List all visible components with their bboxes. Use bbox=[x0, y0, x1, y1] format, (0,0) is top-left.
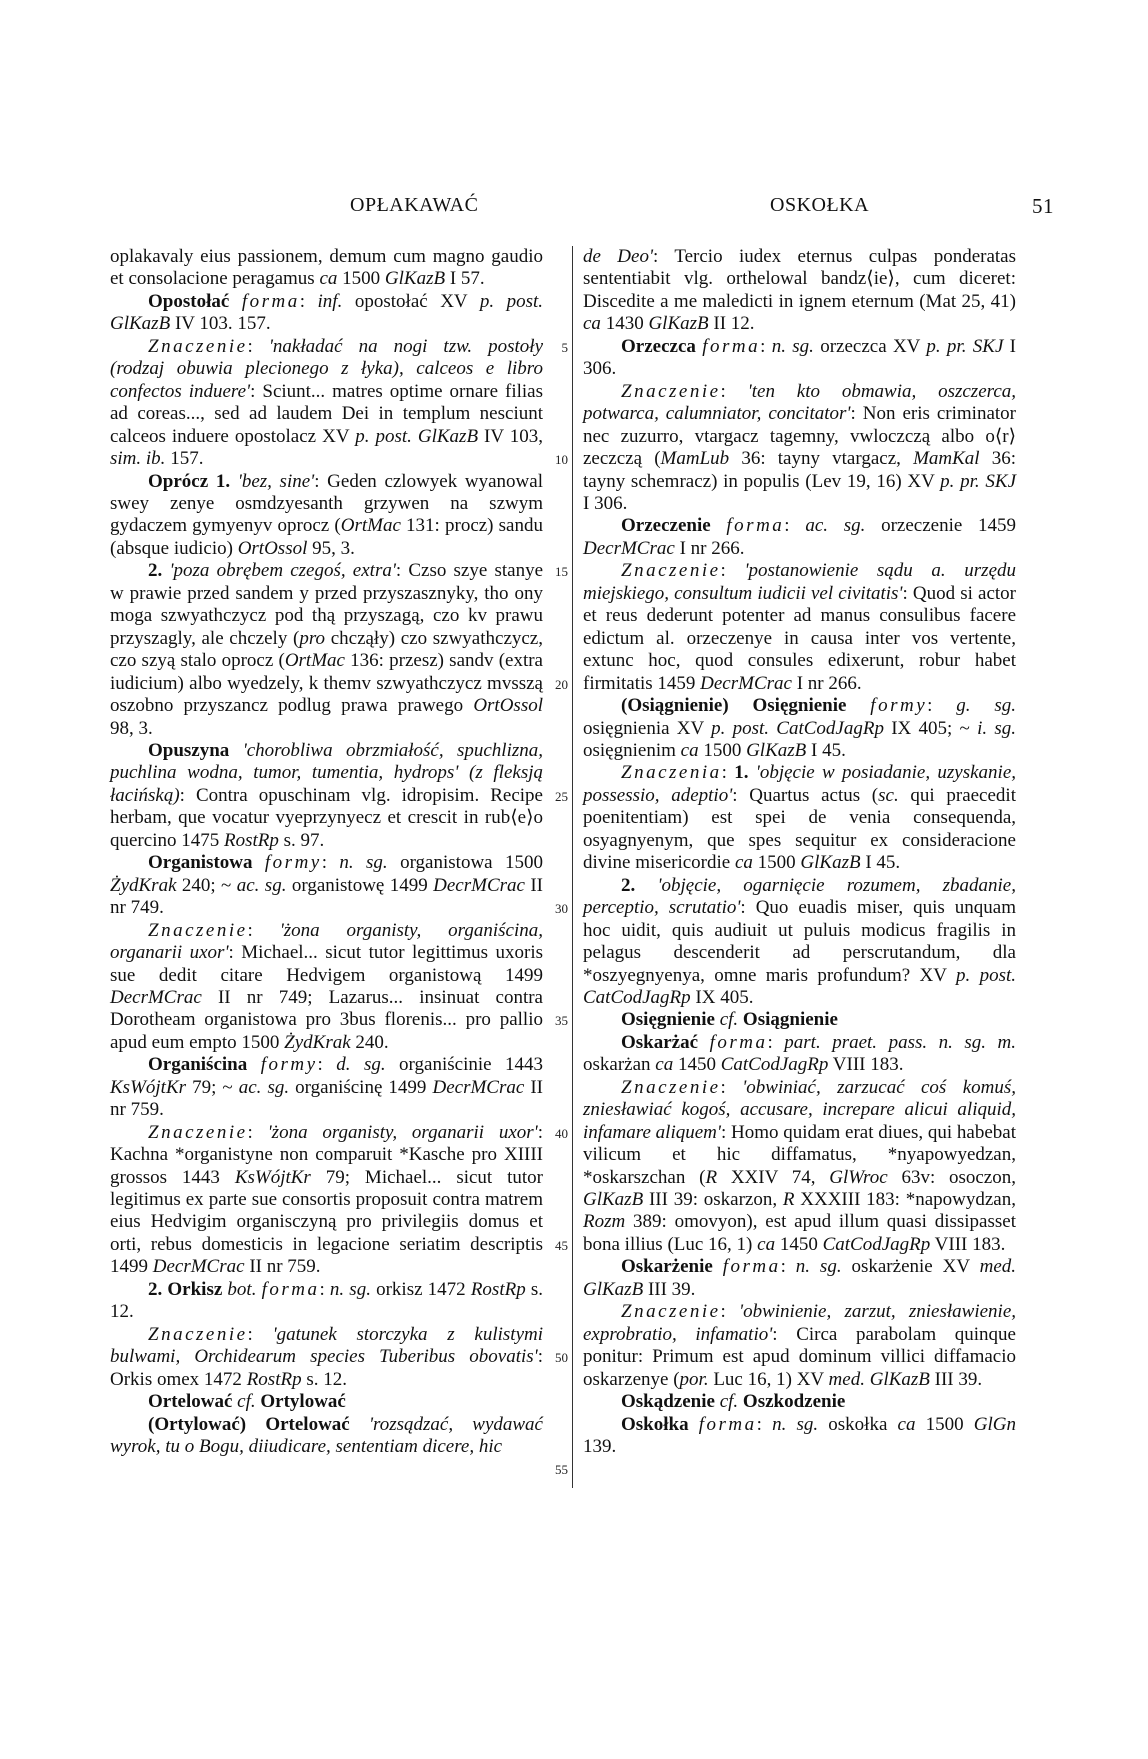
entry-text: : bbox=[299, 290, 318, 312]
entry-text: ca bbox=[757, 1233, 776, 1255]
entry-text: III 39. bbox=[929, 1368, 983, 1390]
entry-text: 1500 bbox=[915, 1413, 974, 1435]
entry-text: II nr 759. bbox=[244, 1256, 321, 1278]
entry-text: IX 405. bbox=[690, 986, 754, 1008]
entry-text: 1430 bbox=[600, 313, 649, 335]
entry-text: OrtMac bbox=[284, 650, 345, 672]
page-number: 51 bbox=[1032, 194, 1054, 218]
entry-text: organiścinę 1499 bbox=[289, 1076, 433, 1098]
section-label: forma bbox=[261, 1278, 320, 1300]
entry-text: OrtMac bbox=[340, 515, 401, 537]
entry-text: p. post. bbox=[479, 290, 544, 312]
dictionary-entry-paragraph bbox=[583, 1414, 1016, 1459]
entry-text: : Quod si actor et reus dederunt potenter ad manus consulibus facere edictum al. orzeczenye in causa inter vos vertente, extunc hoc, quod consules edixerunt, robur habet firmitatis 1459 bbox=[583, 582, 1016, 694]
entry-text bbox=[846, 695, 870, 716]
section-label: formy bbox=[264, 852, 322, 874]
entry-text: CatCodJagRp bbox=[583, 986, 691, 1008]
entry-text: DecrMCrac bbox=[110, 986, 202, 1008]
entry-text: organistowa 1500 bbox=[387, 852, 543, 874]
line-number: 30 bbox=[555, 901, 568, 917]
line-number: 55 bbox=[555, 1462, 568, 1478]
entry-text: : bbox=[321, 852, 340, 874]
entry-text: 36: tayny vtargacz, bbox=[729, 448, 914, 470]
entry-text: osięgnienim bbox=[583, 739, 681, 761]
entry-text bbox=[713, 1256, 723, 1277]
entry-text: ŻydKrak bbox=[110, 874, 177, 896]
headword: Osięgnienie bbox=[621, 1009, 715, 1031]
section-label: Znaczenia bbox=[621, 762, 722, 784]
entry-text: I nr 266. bbox=[791, 672, 862, 694]
entry-text: GlKazB bbox=[583, 1278, 644, 1300]
entry-text: ac. sg. bbox=[236, 874, 287, 896]
entry-text: RostRp bbox=[470, 1278, 526, 1300]
entry-text: s. 12. bbox=[110, 1278, 544, 1323]
entry-text: s. 12. bbox=[301, 1368, 347, 1390]
entry-text: organiścinie 1443 bbox=[385, 1054, 544, 1076]
entry-text: 131: procz) sandu (absque iudicio) bbox=[110, 515, 543, 559]
headword: Organiścina bbox=[148, 1054, 248, 1076]
entry-text: III 39. bbox=[643, 1278, 696, 1300]
headword: Oskołka bbox=[621, 1413, 689, 1435]
dictionary-entry-paragraph bbox=[583, 381, 1016, 516]
entry-text: : Circa parabolam quinque ponitur: Primum est apud dominum villici diffamacio oskarzenye ( bbox=[583, 1323, 1016, 1390]
entry-text: ac. sg. bbox=[805, 515, 866, 537]
entry-text: : bbox=[780, 1256, 796, 1278]
entry-text: GlKazB bbox=[869, 1368, 930, 1390]
entry-text: p. pr. bbox=[940, 470, 980, 492]
line-number: 25 bbox=[555, 788, 568, 804]
dictionary-entry-paragraph bbox=[110, 1122, 543, 1279]
entry-text: IV 103, bbox=[478, 425, 543, 447]
entry-text: 'objęcie w posiadanie, uzyskanie, possessio, adeptio' bbox=[583, 762, 1017, 806]
dictionary-entry-paragraph bbox=[583, 1256, 1016, 1301]
entry-text: : Non eris criminator nec zuzurro, vtargacz tagemny, vwloczczą albo o⟨r⟩zeczczą ( bbox=[583, 403, 1016, 470]
entry-text: I nr 266. bbox=[674, 537, 745, 559]
entry-text: p. pr. bbox=[926, 335, 967, 357]
dictionary-entry-paragraph bbox=[110, 1414, 543, 1459]
entry-text: p. post. bbox=[711, 717, 770, 739]
entry-text: part. praet. pass. n. sg. m. bbox=[784, 1031, 1017, 1053]
entry-text: : bbox=[721, 762, 735, 784]
dictionary-entry-paragraph bbox=[110, 1391, 543, 1413]
headword: 1. bbox=[215, 470, 231, 492]
entry-text: : Kachna *organistyne non comparuit *Kasche pro XIIII grossos 1443 bbox=[110, 1121, 543, 1188]
entry-text: : bbox=[247, 335, 269, 357]
headword: (Ortylować) Ortelować bbox=[148, 1413, 350, 1435]
entry-text bbox=[229, 740, 242, 761]
entry-text bbox=[350, 1414, 369, 1435]
entry-text: : bbox=[720, 380, 748, 402]
entry-text: cf. bbox=[719, 1009, 739, 1031]
entry-text: : Orkis omex 1472 bbox=[110, 1346, 543, 1390]
entry-text: I 57. bbox=[445, 268, 485, 290]
entry-text: OrtOssol bbox=[473, 695, 543, 717]
entry-text: pro bbox=[299, 627, 326, 649]
entry-text: : Quo euadis miser, quis unquam hoc uidit, quis audiuit ut puluis modicus fragilis in pelagus descenderit ad perscrutandum, dla *oszyegnyenya, omne maris profundum? XV bbox=[583, 897, 1017, 986]
entry-text: de Deo' bbox=[583, 246, 654, 267]
entry-text: DecrMCrac bbox=[583, 537, 675, 559]
entry-text: : Contra opuschinam vlg. idropisim. Recipe herbam, que vocatur vyeprzynyecz et crescit in rub⟨e⟩o quercino 1475 bbox=[110, 784, 543, 851]
dictionary-entry-paragraph bbox=[583, 875, 1016, 1010]
entry-text: I 45. bbox=[806, 739, 846, 761]
entry-text: GlWroc bbox=[829, 1166, 888, 1188]
entry-text: III 39: oskarzon, bbox=[643, 1189, 783, 1211]
entry-text: : Sciunt... matres optime ornare filias ad coreas..., sed ad laudem Dei in templum nesciunt calceos induere opostolacz XV bbox=[110, 380, 543, 447]
entry-text: cf. bbox=[237, 1391, 256, 1413]
line-number: 40 bbox=[555, 1125, 568, 1141]
entry-text: 63v: osoczon, bbox=[887, 1166, 1016, 1188]
entry-text: 36: tayny schemracz) in populis (Lev 19, 16) XV bbox=[583, 448, 1017, 492]
headword: Oprócz bbox=[148, 470, 209, 492]
entry-text: R bbox=[782, 1189, 795, 1211]
entry-text: RostRp bbox=[246, 1368, 302, 1390]
entry-text: 'żona organisty, organiścina, organarii uxor' bbox=[110, 919, 543, 964]
entry-text: : Michael... sicut tutor legittimus uxoris sue dedit citare Hedvigem organistową 1499 bbox=[110, 942, 543, 986]
entry-text: CatCodJagRp bbox=[776, 717, 884, 739]
entry-text: s. 97. bbox=[278, 829, 325, 851]
dictionary-entry-paragraph bbox=[583, 336, 1016, 381]
entry-text: II nr 759. bbox=[110, 1076, 543, 1121]
left-column bbox=[110, 246, 543, 1458]
headword: Opuszyna bbox=[148, 739, 230, 761]
entry-text: osięgnienia XV bbox=[583, 717, 712, 739]
dictionary-entry-paragraph bbox=[583, 1301, 1016, 1391]
headword: Oskarżenie bbox=[621, 1256, 713, 1278]
entry-text: orkisz 1472 bbox=[370, 1278, 471, 1300]
dictionary-entry-paragraph bbox=[583, 560, 1016, 695]
entry-text: XXIV 74, bbox=[717, 1166, 830, 1188]
entry-text: II 12. bbox=[708, 313, 755, 335]
entry-text: 240; ~ bbox=[176, 874, 237, 896]
entry-text: p. post. bbox=[955, 964, 1016, 986]
entry-text: cf. bbox=[719, 1391, 739, 1413]
entry-text: qui praecedit poenitentiam) est spei de venia consequenda, osyagnyenym, que spes sequitur ex consideracione divine misericordie bbox=[583, 784, 1016, 874]
dictionary-entry-paragraph bbox=[583, 1009, 1016, 1031]
headword: Orzeczenie bbox=[621, 515, 711, 537]
entry-text: GlKazB bbox=[110, 313, 171, 335]
entry-text: IX 405; ~ bbox=[883, 717, 978, 739]
entry-text bbox=[247, 1054, 260, 1075]
entry-text: opostołać XV bbox=[342, 290, 480, 312]
entry-text: 'objęcie, ogarnięcie rozumem, zbadanie, perceptio, scrutatio' bbox=[583, 874, 1016, 919]
entry-text: DecrMCrac bbox=[433, 874, 525, 896]
entry-text: 'chorobliwa obrzmiałość, spuchlizna, puchlina wodna, tumor, tumentia, hydrops' (z fleksją łacińską) bbox=[110, 739, 544, 806]
entry-text: CatCodJagRp bbox=[822, 1233, 931, 1255]
entry-text: : bbox=[927, 695, 957, 717]
section-label: Znaczenie bbox=[148, 919, 248, 941]
dictionary-entry-paragraph bbox=[583, 1032, 1016, 1077]
entry-text: GlKazB bbox=[417, 425, 479, 447]
entry-text: Luc 16, 1) XV bbox=[708, 1368, 829, 1390]
dictionary-entry-paragraph bbox=[583, 695, 1016, 762]
section-label: forma bbox=[702, 335, 761, 357]
entry-text: : Tercio iudex eternus culpas ponderatas sententiabit vlg. orthelowal bandz⟨ie⟩, cum diceret: Discedite a me maledicti in ignem eternum (Mat 25, 41) bbox=[583, 246, 1016, 312]
entry-text: VIII 183. bbox=[930, 1233, 1006, 1255]
dictionary-entry-paragraph bbox=[110, 920, 543, 1055]
entry-text: GlKazB bbox=[746, 739, 807, 761]
entry-text: 'nakładać na nogi tzw. postoły (rodzaj obuwia plecionego z łyka), calceos e libro confectos induere' bbox=[110, 335, 544, 402]
entry-text: DecrMCrac bbox=[700, 672, 792, 694]
entry-text: KsWójtKr bbox=[110, 1076, 187, 1098]
entry-text: 240. bbox=[350, 1031, 389, 1053]
headword: Organistowa bbox=[148, 852, 253, 874]
entry-text: : bbox=[720, 560, 745, 582]
entry-text: 79; Michael... sicut tutor legitimus ex parte sue consortis proposuit contra matrem eius Hedvigim organisczyną pro privilegiis domus et orti, rebus domesticis in legacione seriatim descriptis 1499 bbox=[110, 1166, 543, 1278]
running-head-left: OPŁAKAWAĆ bbox=[350, 194, 479, 216]
dictionary-entry-paragraph bbox=[110, 1279, 543, 1324]
entry-text: 136: przesz) sandv (extra iudicium) albo wyedzely, k themv szwyathczycz mvsszą oszobno przyszancz podlug prawa prawego bbox=[110, 650, 543, 717]
headword: Oskądzenie bbox=[621, 1391, 715, 1413]
entry-text: XXXIII 183: *napowydzan, bbox=[794, 1189, 1016, 1211]
entry-text: DecrMCrac bbox=[152, 1256, 245, 1278]
line-number: 15 bbox=[555, 564, 568, 580]
entry-text bbox=[253, 852, 265, 873]
entry-text: orzeczenie 1459 bbox=[865, 515, 1017, 537]
entry-text bbox=[208, 471, 216, 492]
entry-text bbox=[748, 762, 755, 783]
entry-text: por. bbox=[679, 1368, 709, 1390]
headword: 1. bbox=[734, 762, 749, 784]
entry-text: p. post. bbox=[355, 425, 412, 447]
entry-text: 98, 3. bbox=[110, 717, 153, 739]
entry-text: 1500 bbox=[752, 852, 801, 874]
section-label: forma bbox=[726, 515, 785, 537]
dictionary-entry-paragraph bbox=[583, 515, 1016, 560]
line-number: 35 bbox=[555, 1013, 568, 1029]
entry-text: 'rozsądzać, wydawać wyrok, tu o Bogu, diiudicare, sententiam dicere, hic bbox=[110, 1413, 543, 1458]
entry-text: : bbox=[247, 1323, 273, 1345]
entry-text: n. sg. bbox=[771, 335, 814, 357]
entry-text: n. sg. bbox=[329, 1278, 371, 1300]
entry-text: ca bbox=[734, 852, 753, 874]
entry-text: 'bez, sine' bbox=[237, 470, 315, 492]
entry-text: MamKal bbox=[913, 448, 980, 470]
entry-text: GlGn bbox=[973, 1413, 1017, 1435]
entry-text: GlKazB bbox=[583, 1189, 644, 1211]
dictionary-entry-paragraph bbox=[110, 336, 543, 471]
entry-text: : bbox=[784, 515, 806, 537]
entry-text: sim. ib. bbox=[110, 448, 166, 470]
entry-text: : bbox=[720, 1076, 743, 1098]
entry-text: i. sg. bbox=[977, 717, 1016, 739]
section-label: formy bbox=[870, 695, 928, 717]
entry-text: II nr 749; Lazarus... insinuat contra Dorotheam organistowa pro 3bus florenis... pro pallio apud eum empto 1500 bbox=[110, 986, 543, 1053]
headword: Opostołać bbox=[148, 290, 230, 312]
entry-text: ŻydKrak bbox=[284, 1031, 351, 1053]
entry-text: d. sg. bbox=[336, 1054, 386, 1076]
dictionary-entry-paragraph bbox=[110, 560, 543, 740]
entry-text: med. bbox=[979, 1256, 1016, 1278]
entry-text bbox=[635, 875, 657, 896]
entry-text: : bbox=[317, 1054, 337, 1076]
dictionary-entry-paragraph bbox=[110, 1324, 543, 1391]
entry-text: ca bbox=[583, 313, 601, 335]
entry-text: g. sg. bbox=[956, 695, 1016, 717]
dictionary-entry-paragraph bbox=[110, 1054, 543, 1121]
headword: Oszkodzenie bbox=[742, 1391, 846, 1413]
entry-text: I 306. bbox=[583, 335, 1017, 380]
entry-text: DecrMCrac bbox=[432, 1076, 525, 1098]
entry-text: 1450 bbox=[673, 1054, 721, 1076]
entry-text: ca bbox=[897, 1413, 916, 1435]
entry-text: oskarżan bbox=[583, 1054, 656, 1076]
entry-text: GlKazB bbox=[800, 852, 861, 874]
entry-text: 1500 bbox=[698, 739, 747, 761]
dictionary-entry-paragraph bbox=[583, 1077, 1016, 1257]
entry-text: Rozm bbox=[583, 1211, 626, 1233]
dictionary-entry-paragraph bbox=[110, 471, 543, 561]
entry-text: RostRp bbox=[223, 829, 279, 851]
dictionary-entry-paragraph bbox=[110, 246, 543, 291]
entry-text: OrtOssol bbox=[237, 537, 308, 559]
entry-text: 389: omovyon), est apud illum quasi dissipasset bona illius (Luc 16, 1) bbox=[583, 1211, 1016, 1255]
section-label: Znaczenie bbox=[621, 380, 721, 402]
entry-text: 1500 bbox=[337, 268, 385, 290]
entry-text: : bbox=[756, 1413, 773, 1435]
entry-text: organistowę 1499 bbox=[286, 874, 434, 896]
entry-text bbox=[698, 1032, 710, 1053]
entry-text: R bbox=[705, 1166, 718, 1188]
section-label: Znaczenie bbox=[621, 1076, 721, 1098]
entry-text: I 306. bbox=[583, 492, 628, 514]
entry-text: 'gatunek storczyka z kulistymi bulwami, Orchidearum species Tuberibus obovatis' bbox=[110, 1323, 543, 1368]
headword: Osiągnienie bbox=[742, 1009, 838, 1031]
line-number: 45 bbox=[555, 1237, 568, 1253]
entry-text: : bbox=[767, 1031, 785, 1053]
running-head-right: OSKOŁKA bbox=[770, 194, 870, 216]
entry-text: MamLub bbox=[660, 448, 730, 470]
dictionary-entry-paragraph bbox=[110, 291, 543, 336]
section-label: Znaczenie bbox=[621, 560, 721, 582]
line-number: 5 bbox=[561, 339, 568, 355]
entry-text: oplakavaly eius passionem, demum cum magno gaudio et consolacione peragamus bbox=[110, 246, 543, 290]
headword: 2. bbox=[621, 874, 636, 896]
entry-text: inf. bbox=[317, 290, 343, 312]
line-number: 10 bbox=[555, 452, 568, 468]
headword: Ortelować bbox=[148, 1391, 233, 1413]
section-label: Znaczenie bbox=[148, 1323, 248, 1345]
entry-text bbox=[711, 515, 727, 536]
entry-text: orzeczca XV bbox=[813, 335, 927, 357]
headword: Ortylować bbox=[260, 1391, 346, 1413]
entry-text: : bbox=[247, 1121, 268, 1143]
column-divider bbox=[572, 246, 573, 1488]
entry-text: 139. bbox=[583, 1436, 617, 1458]
entry-text: oskarżenie XV bbox=[841, 1256, 980, 1278]
entry-text: 'obwiniać, zarzucać coś komuś, zniesławiać kogoś, accusare, increpare alicui aliquid, infamare aliquem' bbox=[583, 1076, 1017, 1143]
entry-text bbox=[689, 1414, 699, 1435]
entry-text: ca bbox=[655, 1054, 674, 1076]
headword: 2. Orkisz bbox=[148, 1278, 223, 1300]
section-label: Znaczenie bbox=[148, 1121, 248, 1143]
entry-text: : bbox=[720, 1301, 740, 1323]
entry-text: GlKazB bbox=[384, 268, 446, 290]
dictionary-entry-paragraph bbox=[583, 1391, 1016, 1413]
entry-text: bot. bbox=[227, 1278, 257, 1300]
entry-text: II nr 749. bbox=[110, 874, 544, 919]
entry-text: SKJ bbox=[985, 470, 1016, 492]
entry-text: : bbox=[319, 1278, 330, 1300]
entry-text: CatCodJagRp bbox=[720, 1054, 829, 1076]
section-label: formy bbox=[260, 1054, 318, 1076]
section-label: Znaczenie bbox=[621, 1301, 721, 1323]
line-number: 50 bbox=[555, 1350, 568, 1366]
entry-text: 95, 3. bbox=[307, 537, 355, 559]
entry-text: 'ten kto obmawia, oszczerca, potwarca, calumniator, concitator' bbox=[583, 380, 1016, 425]
headword: Oskarżać bbox=[621, 1031, 699, 1053]
entry-text: ca bbox=[319, 268, 338, 290]
headword: (Osiągnienie) Osięgnienie bbox=[621, 695, 847, 717]
entry-text: 1450 bbox=[775, 1233, 823, 1255]
entry-text: GlKazB bbox=[648, 313, 709, 335]
dictionary-entry-paragraph bbox=[583, 246, 1016, 336]
entry-text: med. bbox=[828, 1368, 865, 1390]
entry-text: chcząły) czo szwyathczycz, czo szyą stalo oprocz ( bbox=[110, 627, 543, 672]
section-label: Znaczenie bbox=[148, 335, 248, 357]
dictionary-entry-paragraph bbox=[110, 740, 543, 852]
entry-text: n. sg. bbox=[339, 852, 388, 874]
headword: Orzeczca bbox=[621, 335, 696, 357]
entry-text: oskołka bbox=[818, 1413, 898, 1435]
entry-text: : Geden czlowyek wyanowal swey zenye osmdzyesanth grzywen na szwym gydaczem gymyenyv oprocz ( bbox=[110, 470, 543, 537]
entry-text: 'obwinienie, zarzut, zniesławienie, exprobratio, infamatio' bbox=[583, 1301, 1016, 1345]
dictionary-entry-paragraph bbox=[583, 762, 1016, 874]
entry-text: 'poza obrębem czegoś, extra' bbox=[169, 560, 396, 582]
entry-text: : Homo quidam erat diues, qui habebat vilicum et hic diffamatus, *nyapowyedzan, *oskarszchan ( bbox=[583, 1121, 1016, 1188]
entry-text: : Quartus actus ( bbox=[732, 784, 879, 806]
entry-text: VIII 183. bbox=[828, 1054, 904, 1076]
line-number: 20 bbox=[555, 676, 568, 692]
entry-text: 'postanowienie sądu a. urzędu miejskiego, consultum iudicii vel civitatis' bbox=[583, 560, 1017, 604]
entry-text: 157. bbox=[165, 448, 204, 470]
entry-text: n. sg. bbox=[795, 1256, 842, 1278]
headword: 2. bbox=[148, 560, 163, 582]
entry-text: : Czso szye stanye w prawie przed sandem y przed przyszasznyky, tho ony moga szwyathczycz pod thą przyszagą, czo kv prawu przyszagly, ale chczely ( bbox=[110, 560, 544, 649]
entry-text: ca bbox=[680, 739, 699, 761]
entry-text: : bbox=[247, 919, 280, 941]
entry-text: 79; ~ bbox=[186, 1076, 239, 1098]
entry-text bbox=[230, 471, 238, 492]
section-label: forma bbox=[241, 290, 300, 312]
right-column bbox=[583, 246, 1016, 1458]
entry-text: sc. bbox=[878, 784, 899, 806]
section-label: forma bbox=[722, 1256, 781, 1278]
entry-text: 'żona organisty, organarii uxor' bbox=[267, 1121, 538, 1143]
entry-text: I 45. bbox=[860, 852, 901, 874]
entry-text: ac. sg. bbox=[238, 1076, 290, 1098]
entry-text: IV 103. 157. bbox=[170, 313, 271, 335]
entry-text: SKJ bbox=[972, 335, 1004, 357]
section-label: forma bbox=[709, 1031, 768, 1053]
dictionary-entry-paragraph bbox=[110, 852, 543, 919]
entry-text: : bbox=[760, 335, 772, 357]
entry-text: KsWójtKr bbox=[234, 1166, 311, 1188]
entry-text bbox=[229, 291, 242, 312]
section-label: forma bbox=[698, 1413, 757, 1435]
entry-text: n. sg. bbox=[772, 1413, 819, 1435]
